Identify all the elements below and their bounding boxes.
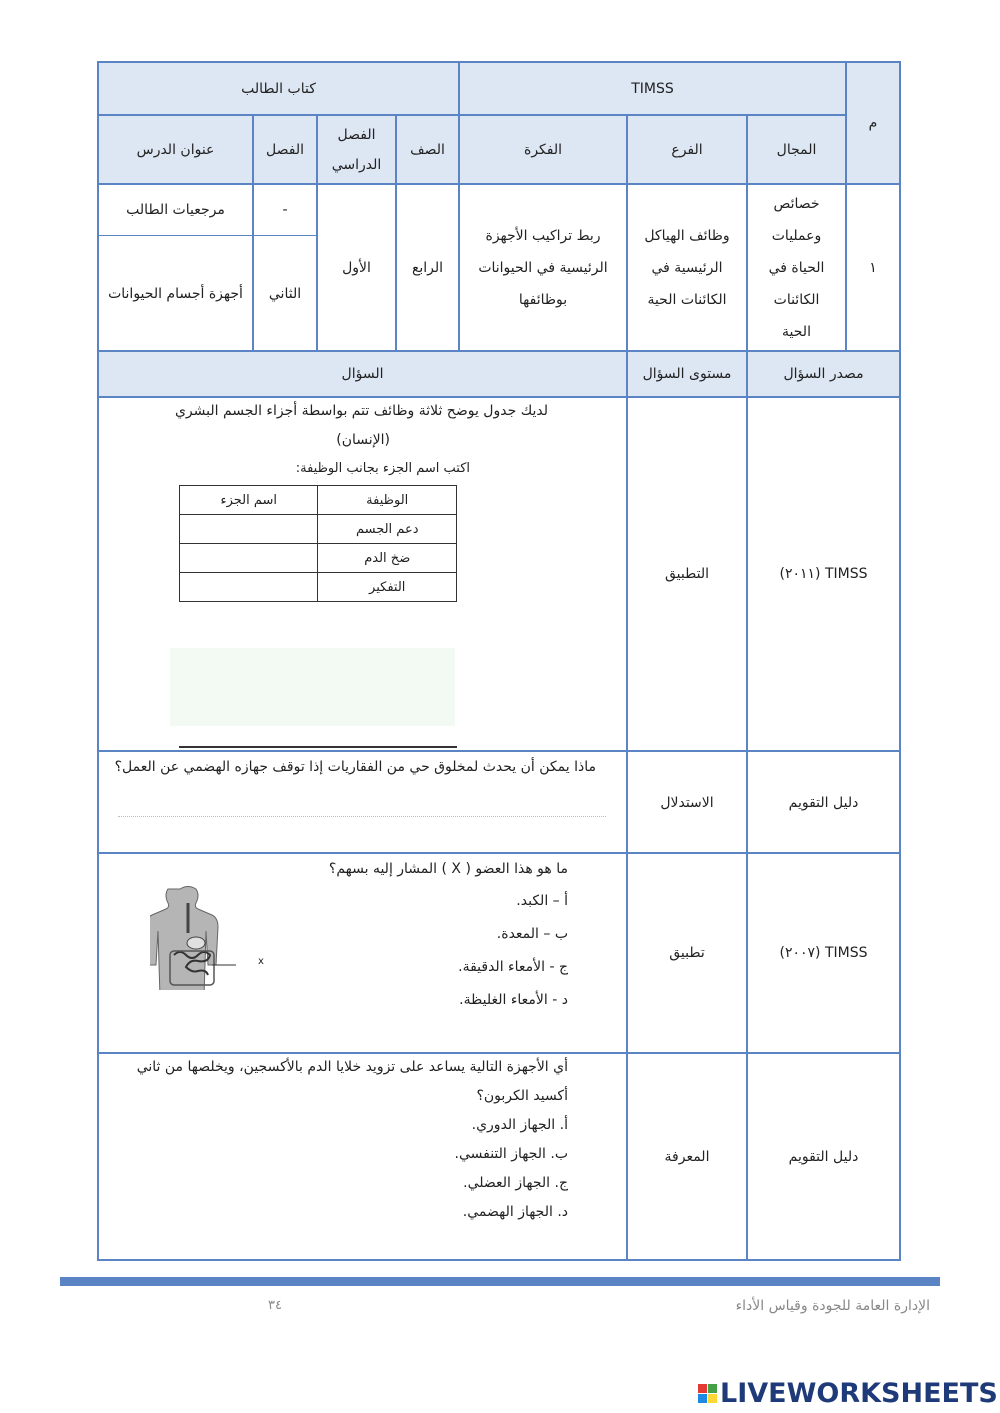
row-lesson-b: أجهزة أجسام الحيوانات: [108, 285, 243, 302]
footer-page-number: ٣٤: [268, 1298, 282, 1313]
row-branch: [628, 185, 746, 350]
q1-line3: اكتب اسم الجزء بجانب الوظيفة:: [295, 461, 470, 476]
th-part: اسم الجزء: [180, 486, 318, 515]
q3-option[interactable]: أ – الكبد.: [516, 893, 568, 909]
header-lesson-title: عنوان الدرس: [136, 141, 215, 158]
row-domain: [748, 185, 845, 350]
stomach: [187, 937, 205, 949]
domain-line: الكائنات: [773, 291, 820, 308]
q1-level: التطبيق: [665, 566, 709, 582]
part-input-cell[interactable]: [180, 544, 318, 573]
table-row: [180, 573, 457, 602]
q4-line1: أي الأجهزة التالية يساعد على تزويد خلايا الدم بالأكسجين، ويخلصها من ثاني: [136, 1059, 568, 1075]
header-semester: [318, 116, 395, 183]
hline: [97, 235, 317, 236]
q4-source: دليل التقويم: [788, 1148, 859, 1165]
footer-department: الإدارة العامة للجودة وقياس الأداء: [735, 1298, 930, 1314]
table-header-row: [180, 486, 457, 515]
q2-text: ماذا يمكن أن يحدث لمخلوق حي من الفقاريات إذا توقف جهازه الهضمي عن العمل؟: [114, 759, 596, 775]
q4-line2: أكسيد الكربون؟: [476, 1088, 568, 1104]
header-student-book: كتاب الطالب: [241, 80, 316, 97]
q1-answer-table: [179, 485, 457, 602]
human-body-digestive-figure: [150, 885, 270, 990]
q4-option[interactable]: أ. الجهاز الدوري.: [471, 1117, 568, 1133]
row-semester: الأول: [342, 259, 371, 276]
answer-box-faint: [170, 648, 455, 726]
q3-text: ما هو هذا العضو ( X ) المشار إليه بسهم؟: [328, 861, 568, 877]
hline: [97, 750, 901, 752]
row-lesson-a: مرجعيات الطالب: [126, 202, 225, 218]
header-semester-text: الفصل الدراسي: [331, 126, 382, 173]
q3-option[interactable]: ج - الأمعاء الدقيقة.: [458, 959, 568, 975]
domain-line: الحياة في: [768, 259, 825, 276]
q4-option[interactable]: د. الجهاز الهضمي.: [462, 1204, 568, 1220]
q4-level: المعرفة: [664, 1148, 710, 1165]
q3-source: TIMSS (٢٠٠٧): [779, 945, 868, 961]
qheader-question: السؤال: [341, 366, 384, 382]
q2-level: الاستدلال: [660, 795, 714, 811]
header-idea: الفكرة: [523, 141, 563, 158]
q2-answer-line[interactable]: [118, 806, 606, 817]
logo-text: LIVEWORKSHEETS: [720, 1378, 998, 1409]
header-timss: TIMSS: [631, 80, 674, 97]
table-row: [180, 544, 457, 573]
figure-label-x: x: [258, 956, 264, 967]
idea-line: الرئيسية في الحيوانات: [478, 259, 608, 276]
branch-line: الرئيسية في: [651, 259, 723, 276]
q2-source: دليل التقويم: [788, 795, 859, 811]
header-grade: الصف: [410, 141, 445, 158]
table-remnant-line: [179, 746, 457, 748]
domain-line: خصائص: [773, 195, 820, 212]
th-function: الوظيفة: [318, 486, 457, 515]
domain-line: وعمليات: [771, 227, 822, 244]
header-domain: المجال: [776, 141, 817, 158]
header-chapter: الفصل: [266, 141, 304, 158]
part-input-cell[interactable]: [180, 515, 318, 544]
q3-option[interactable]: د - الأمعاء الغليظة.: [459, 992, 568, 1008]
qheader-source: مصدر السؤال: [783, 366, 864, 382]
table-border-bottom: [97, 1259, 901, 1261]
logo-blocks-icon: [698, 1384, 717, 1403]
q4-option[interactable]: ب. الجهاز التنفسي.: [454, 1146, 568, 1162]
idea-line: ربط تراكيب الأجهزة: [485, 227, 601, 244]
footer-bar: [60, 1277, 940, 1286]
q1-source: TIMSS (٢٠١١): [779, 566, 868, 582]
branch-line: وظائف الهياكل: [644, 227, 730, 244]
function-cell: دعم الجسم: [318, 515, 457, 544]
header-branch: الفرع: [671, 141, 703, 158]
part-input-cell[interactable]: [180, 573, 318, 602]
row-idea: [460, 185, 626, 350]
table-border-right: [899, 61, 901, 1261]
header-m: م: [868, 115, 878, 131]
liveworksheets-logo: [698, 1378, 998, 1409]
idea-line: بوظائفها: [518, 291, 568, 308]
row-grade: الرابع: [411, 259, 444, 276]
q1-line2: (الإنسان): [336, 432, 390, 448]
row-chapter-b: الثاني: [268, 285, 302, 302]
domain-line: الحية: [782, 323, 811, 340]
q1-line1: لديك جدول يوضح ثلاثة وظائف تتم بواسطة أجزاء الجسم البشري: [174, 403, 548, 419]
function-cell: التفكير: [318, 573, 457, 602]
table-row: [180, 515, 457, 544]
branch-line: الكائنات الحية: [647, 291, 727, 308]
row-number: ١: [869, 259, 877, 276]
q3-option[interactable]: ب – المعدة.: [496, 926, 568, 942]
qheader-level: مستوى السؤال: [642, 366, 732, 382]
q4-option[interactable]: ج. الجهاز العضلي.: [463, 1175, 568, 1191]
function-cell: ضخ الدم: [318, 544, 457, 573]
row-chapter-a: -: [282, 202, 288, 218]
q3-level: تطبيق: [669, 945, 705, 961]
